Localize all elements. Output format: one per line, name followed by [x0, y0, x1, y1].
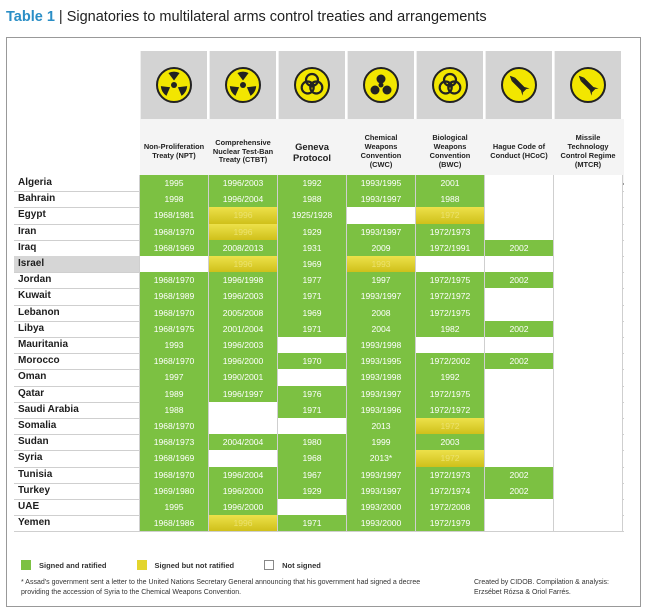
cell-not-signed — [485, 386, 553, 402]
cell-not-signed — [554, 224, 622, 240]
cell-signed-ratified: 1996/2000 — [209, 483, 277, 499]
cell-signed-not-ratified: 1996 — [209, 515, 277, 531]
legend-swatch-signed-ratified — [21, 560, 31, 570]
cell-signed-ratified: 1972/2002 — [416, 353, 484, 369]
table-row — [14, 369, 624, 385]
cell-signed-ratified: 1993/2000 — [347, 499, 415, 515]
table-frame — [6, 37, 641, 607]
cell-signed-ratified: 1972/1975 — [416, 386, 484, 402]
country-name: Israel — [18, 258, 45, 269]
cell-signed-ratified: 1998 — [140, 191, 208, 207]
country-name: Oman — [18, 371, 47, 383]
column-header: Comprehensive Nuclear Test-Ban Treaty (CTBT) — [212, 137, 274, 165]
table-row — [14, 175, 624, 191]
cell-not-signed — [554, 175, 622, 191]
country-name: Qatar — [18, 387, 45, 399]
cell-signed-ratified: 1968/1970 — [140, 418, 208, 434]
legend-swatch-not-signed — [264, 560, 274, 570]
country-name: Morocco — [18, 355, 60, 367]
cell-not-signed — [554, 515, 622, 531]
cell-signed-ratified: 1993/1995 — [347, 353, 415, 369]
cell-signed-ratified: 2002 — [485, 272, 553, 288]
cell-signed-ratified: 1996/2004 — [209, 191, 277, 207]
cell-signed-ratified: 1969 — [278, 256, 346, 272]
cell-not-signed — [554, 467, 622, 483]
cell-signed-ratified: 1968/1973 — [140, 434, 208, 450]
table-number: Table 1 — [6, 9, 55, 25]
cell-not-signed — [485, 418, 553, 434]
cell-not-signed — [485, 175, 553, 191]
table-row — [14, 207, 624, 223]
table-row — [14, 499, 624, 515]
table-row — [14, 224, 624, 240]
cell-not-signed — [140, 256, 208, 272]
country-name: Mauritania — [18, 339, 69, 350]
cell-signed-ratified: 1971 — [278, 288, 346, 304]
cell-signed-ratified: 2003 — [416, 434, 484, 450]
column-header: Non-Proliferation Treaty (NPT) — [143, 142, 205, 160]
cell-not-signed — [485, 224, 553, 240]
cell-not-signed — [485, 256, 553, 272]
title-separator: | — [54, 9, 67, 25]
treaty-icon-cell — [140, 51, 207, 119]
cell-signed-ratified: 1996/2000 — [209, 499, 277, 515]
column-header: Geneva Protocol — [292, 140, 332, 163]
treaty-icon-cell — [416, 51, 483, 119]
table-row — [14, 515, 624, 531]
column-header: Missile Technology Control Regime (MTCR) — [560, 133, 616, 169]
cell-signed-ratified: 1993/1997 — [347, 191, 415, 207]
cell-signed-ratified: 1995 — [140, 499, 208, 515]
cell-signed-ratified: 1982 — [416, 321, 484, 337]
chemical-weapons-icon — [363, 67, 399, 103]
table-row — [14, 450, 624, 466]
missile-icon — [501, 67, 537, 103]
cell-signed-not-ratified: 1972 — [416, 418, 484, 434]
column-divider — [622, 175, 623, 531]
table-row — [14, 240, 624, 256]
cell-not-signed — [485, 305, 553, 321]
country-name: Turkey — [18, 484, 51, 496]
cell-signed-ratified: 1996/1998 — [209, 272, 277, 288]
treaty-icon-cell — [347, 51, 414, 119]
cell-signed-ratified: 1968/1970 — [140, 305, 208, 321]
cell-signed-ratified: 1993/2000 — [347, 515, 415, 531]
cell-signed-ratified: 1971 — [278, 402, 346, 418]
cell-not-signed — [554, 305, 622, 321]
cell-signed-ratified: 1993/1997 — [347, 288, 415, 304]
cell-signed-ratified: 2002 — [485, 353, 553, 369]
cell-signed-ratified: 1925/1928 — [278, 207, 346, 223]
table-title — [6, 9, 487, 25]
cell-signed-ratified: 1972/1973 — [416, 467, 484, 483]
cell-signed-not-ratified: 1972 — [416, 450, 484, 466]
cell-signed-ratified: 1967 — [278, 467, 346, 483]
table-row — [14, 434, 624, 450]
cell-signed-ratified: 1968/1986 — [140, 515, 208, 531]
cell-not-signed — [554, 418, 622, 434]
legend-label-not-signed: Not signed — [282, 560, 321, 570]
cell-signed-ratified: 1969/1980 — [140, 483, 208, 499]
icon-header-row — [140, 51, 624, 119]
cell-signed-ratified: 1977 — [278, 272, 346, 288]
cell-signed-ratified: 1996/2004 — [209, 467, 277, 483]
cell-not-signed — [485, 450, 553, 466]
cell-signed-ratified: 1996/2003 — [209, 288, 277, 304]
cell-not-signed — [485, 434, 553, 450]
country-name: Bahrain — [18, 193, 56, 205]
cell-signed-ratified: 2002 — [485, 483, 553, 499]
cell-not-signed — [278, 418, 346, 434]
cell-signed-ratified: 1997 — [140, 369, 208, 385]
cell-signed-ratified: 2008 — [347, 305, 415, 321]
cell-signed-ratified: 2005/2008 — [209, 305, 277, 321]
cell-not-signed — [554, 207, 622, 223]
table-row — [14, 288, 624, 304]
footnote: * Assad’s government sent a letter to the United Nations Secretary General announcing that his government had signed a decree providing the accession of Syria to the Chemical Weapons Convention. — [21, 579, 421, 597]
cell-signed-ratified: 1990/2001 — [209, 369, 277, 385]
cell-not-signed — [209, 450, 277, 466]
country-name: Sudan — [18, 436, 49, 448]
column-divider — [208, 175, 209, 531]
cell-signed-ratified: 1970 — [278, 353, 346, 369]
credit: Created by CIDOB. Compilation & analysis: Erzsébet Rózsa & Oriol Farrés. — [474, 579, 609, 597]
cell-signed-ratified: 1993/1997 — [347, 386, 415, 402]
table-row — [14, 321, 624, 337]
cell-signed-ratified: 1972/1975 — [416, 272, 484, 288]
cell-not-signed — [278, 369, 346, 385]
cell-signed-ratified: 1968/1970 — [140, 467, 208, 483]
country-name: Saudi Arabia — [18, 403, 79, 415]
cell-signed-ratified: 1993/1997 — [347, 467, 415, 483]
cell-signed-ratified: 1929 — [278, 224, 346, 240]
table-row — [14, 305, 624, 321]
cell-signed-ratified: 1988 — [416, 191, 484, 207]
cell-not-signed — [416, 337, 484, 353]
cell-signed-ratified: 2013 — [347, 418, 415, 434]
country-name: Iran — [18, 225, 37, 237]
cell-signed-ratified: 1972/1973 — [416, 224, 484, 240]
column-divider — [553, 175, 554, 531]
table-row — [14, 402, 624, 418]
cell-signed-ratified: 1996/1997 — [209, 386, 277, 402]
legend-label-signed-ratified: Signed and ratified — [39, 560, 107, 570]
cell-signed-ratified: 1968/1970 — [140, 353, 208, 369]
cell-not-signed — [554, 386, 622, 402]
cell-signed-ratified: 1968 — [278, 450, 346, 466]
cell-signed-ratified: 1993 — [140, 337, 208, 353]
cell-signed-ratified: 2004 — [347, 321, 415, 337]
missile-icon — [570, 67, 606, 103]
cell-signed-ratified: 1971 — [278, 321, 346, 337]
column-divider — [346, 175, 347, 531]
country-name: Syria — [18, 452, 43, 464]
column-header: Biological Weapons Convention (BWC) — [429, 133, 471, 169]
cell-signed-ratified: 1968/1969 — [140, 240, 208, 256]
cell-signed-ratified: 1996/2000 — [209, 353, 277, 369]
cell-signed-ratified: 2004/2004 — [209, 434, 277, 450]
radiation-icon — [156, 67, 192, 103]
cell-signed-ratified: 1972/1972 — [416, 402, 484, 418]
biohazard-icon — [432, 67, 468, 103]
cell-signed-ratified: 2001 — [416, 175, 484, 191]
cell-signed-ratified: 1968/1969 — [140, 450, 208, 466]
cell-not-signed — [554, 402, 622, 418]
cell-signed-ratified: 1972/1991 — [416, 240, 484, 256]
cell-not-signed — [485, 207, 553, 223]
treaty-icon-cell — [278, 51, 345, 119]
cell-signed-ratified: 1993/1996 — [347, 402, 415, 418]
cell-not-signed — [554, 434, 622, 450]
cell-not-signed — [209, 402, 277, 418]
table-row — [14, 418, 624, 434]
country-name: Egypt — [18, 209, 46, 221]
cell-not-signed — [485, 369, 553, 385]
cell-signed-ratified: 1969 — [278, 305, 346, 321]
cell-signed-ratified: 1992 — [416, 369, 484, 385]
cell-not-signed — [554, 256, 622, 272]
column-header: Chemical Weapons Convention (CWC) — [360, 133, 402, 169]
cell-signed-ratified: 1968/1981 — [140, 207, 208, 223]
table-row — [14, 353, 624, 369]
cell-not-signed — [485, 402, 553, 418]
cell-signed-ratified: 1988 — [140, 402, 208, 418]
legend-label-signed-not-ratified: Signed but not ratified — [154, 560, 235, 570]
cell-signed-ratified: 1993/1995 — [347, 175, 415, 191]
cell-signed-ratified: 2002 — [485, 240, 553, 256]
country-name: Yemen — [18, 517, 51, 529]
cell-signed-ratified: 1931 — [278, 240, 346, 256]
cell-signed-ratified: 1971 — [278, 515, 346, 531]
cell-signed-not-ratified: 1996 — [209, 207, 277, 223]
cell-signed-ratified: 1972/1975 — [416, 305, 484, 321]
cell-signed-ratified: 1993/1997 — [347, 224, 415, 240]
cell-not-signed — [209, 418, 277, 434]
treaty-icon-cell — [485, 51, 552, 119]
cell-signed-ratified: 1993/1997 — [347, 483, 415, 499]
country-name: Kuwait — [18, 290, 51, 302]
column-header: Hague Code of Conduct (HCoC) — [490, 142, 548, 160]
cell-signed-ratified: 1997 — [347, 272, 415, 288]
cell-signed-ratified: 1993/1998 — [347, 369, 415, 385]
cell-signed-not-ratified: 1972 — [416, 207, 484, 223]
cell-signed-ratified: 1996/2003 — [209, 175, 277, 191]
cell-signed-ratified: 1972/2008 — [416, 499, 484, 515]
column-divider — [277, 175, 278, 531]
cell-not-signed — [485, 288, 553, 304]
cell-signed-ratified: 1993/1998 — [347, 337, 415, 353]
cell-signed-ratified: 1972/1979 — [416, 515, 484, 531]
signatories-grid — [14, 175, 624, 531]
cell-signed-ratified: 1996/2003 — [209, 337, 277, 353]
cell-signed-not-ratified: 1993 — [347, 256, 415, 272]
cell-not-signed — [554, 288, 622, 304]
cell-signed-ratified: 2013* — [347, 450, 415, 466]
cell-not-signed — [278, 499, 346, 515]
biohazard-icon — [294, 67, 330, 103]
cell-signed-ratified: 1989 — [140, 386, 208, 402]
cell-signed-ratified: 1999 — [347, 434, 415, 450]
cell-signed-ratified: 1968/1989 — [140, 288, 208, 304]
cell-not-signed — [554, 191, 622, 207]
cell-signed-ratified: 2009 — [347, 240, 415, 256]
table-row — [14, 191, 624, 207]
cell-signed-ratified: 1972/1972 — [416, 288, 484, 304]
row-divider — [14, 531, 624, 532]
table-row — [14, 467, 624, 483]
cell-not-signed — [554, 450, 622, 466]
cell-not-signed — [554, 483, 622, 499]
legend-swatch-signed-not-ratified — [137, 560, 147, 570]
cell-not-signed — [554, 240, 622, 256]
column-divider — [484, 175, 485, 531]
treaty-icon-cell — [209, 51, 276, 119]
table-row — [14, 272, 624, 288]
country-name: UAE — [18, 501, 40, 512]
cell-signed-not-ratified: 1996 — [209, 256, 277, 272]
column-divider — [415, 175, 416, 531]
country-name: Libya — [18, 322, 45, 334]
cell-signed-ratified: 1929 — [278, 483, 346, 499]
cell-signed-ratified: 2002 — [485, 321, 553, 337]
cell-signed-ratified: 2002 — [485, 467, 553, 483]
cell-not-signed — [554, 337, 622, 353]
country-name: Lebanon — [18, 306, 60, 318]
legend — [21, 558, 351, 572]
country-name: Algeria — [18, 177, 52, 188]
cell-not-signed — [485, 515, 553, 531]
treaty-icon-cell — [554, 51, 621, 119]
cell-not-signed — [485, 191, 553, 207]
cell-signed-ratified: 1988 — [278, 191, 346, 207]
cell-signed-ratified: 2008/2013 — [209, 240, 277, 256]
cell-not-signed — [554, 369, 622, 385]
cell-not-signed — [554, 353, 622, 369]
cell-not-signed — [554, 499, 622, 515]
cell-not-signed — [554, 321, 622, 337]
cell-signed-ratified: 1995 — [140, 175, 208, 191]
cell-signed-ratified: 1968/1975 — [140, 321, 208, 337]
cell-signed-not-ratified: 1996 — [209, 224, 277, 240]
country-name: Somalia — [18, 420, 57, 431]
cell-signed-ratified: 1972/1974 — [416, 483, 484, 499]
cell-signed-ratified: 2001/2004 — [209, 321, 277, 337]
table-row — [14, 386, 624, 402]
country-name: Iraq — [18, 241, 37, 253]
country-name: Tunisia — [18, 468, 53, 480]
cell-not-signed — [485, 499, 553, 515]
cell-not-signed — [347, 207, 415, 223]
column-divider — [139, 175, 140, 531]
table-row — [14, 483, 624, 499]
cell-signed-ratified: 1976 — [278, 386, 346, 402]
cell-signed-ratified: 1968/1970 — [140, 272, 208, 288]
cell-not-signed — [554, 272, 622, 288]
cell-signed-ratified: 1980 — [278, 434, 346, 450]
cell-signed-ratified: 1992 — [278, 175, 346, 191]
cell-signed-ratified: 1968/1970 — [140, 224, 208, 240]
radiation-icon — [225, 67, 261, 103]
table-row — [14, 256, 624, 272]
cell-not-signed — [416, 256, 484, 272]
cell-not-signed — [485, 337, 553, 353]
title-text: Signatories to multilateral arms control treaties and arrangements — [66, 9, 487, 25]
country-name: Jordan — [18, 274, 52, 286]
table-row — [14, 337, 624, 353]
cell-not-signed — [278, 337, 346, 353]
